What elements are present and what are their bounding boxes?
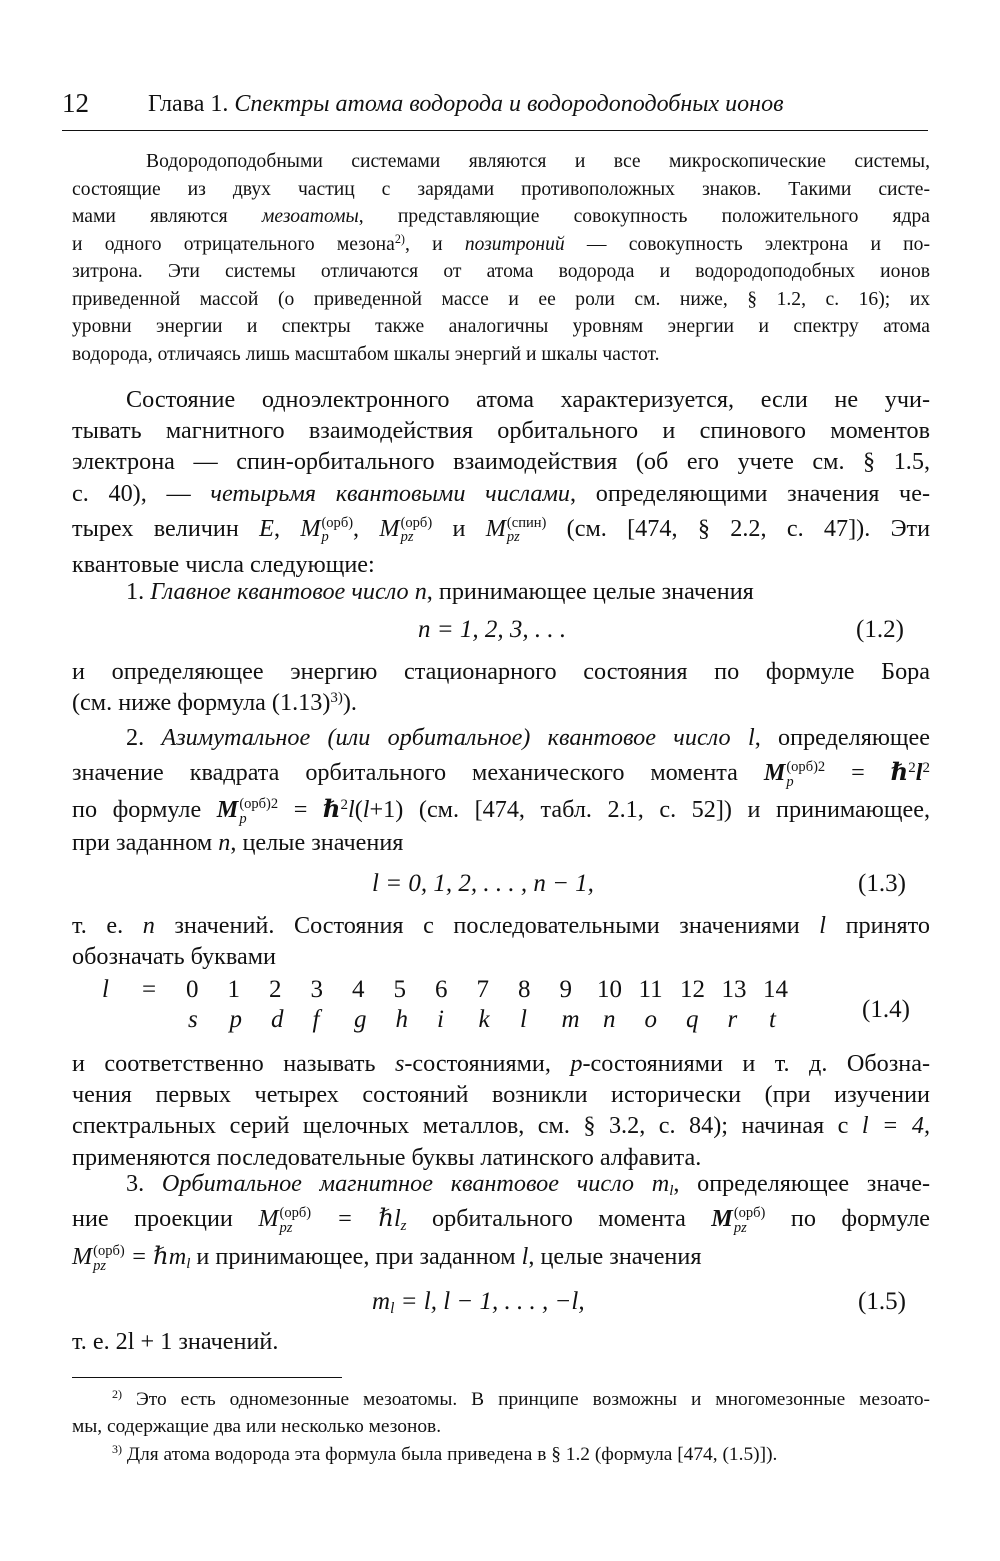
item-1-heading [72, 576, 930, 607]
main-paragraph [72, 384, 930, 580]
table-letter: p [229, 1006, 242, 1033]
table-letter: t [769, 1006, 776, 1033]
item-1-text [72, 656, 930, 718]
table-number: 0 [186, 976, 199, 1003]
text-line: электрона — спин-орбитального взаимодействия (об его учете см. § 1.5, [72, 448, 930, 476]
intro-paragraph [72, 148, 930, 368]
table-letter: g [354, 1006, 367, 1033]
text-line: уровни энергии и спектры также аналогичны уровням энергии и спектру атома [72, 316, 930, 337]
text-line: 1. Главное квантовое число n, принимающее целые значения [126, 578, 754, 605]
table-number: 12 [680, 976, 705, 1003]
running-title: Глава 1. Спектры атома водорода и водородоподобных ионов [148, 91, 784, 117]
table-number: 8 [518, 976, 531, 1003]
equation-number: (1.5) [858, 1288, 906, 1315]
item-3-text [72, 1168, 930, 1275]
text-line: применяются последовательные буквы латинского алфавита. [72, 1143, 702, 1171]
footnote-2 [72, 1386, 930, 1440]
text-line: при заданном n, целые значения [72, 829, 404, 857]
equation-1-2: n = 1, 2, 3, . . . [418, 616, 567, 643]
footnote-rule [72, 1377, 342, 1378]
text-line: 3. Орбитальное магнитное квантовое число $m_l$, определяющее значе- [126, 1170, 931, 1199]
text-line: с. 40), — четырьмя квантовыми числами, определяющими значения че- [72, 479, 931, 507]
page-number: 12 [62, 88, 89, 118]
text-line: 2. Азимутальное (или орбитальное) квантовое число l, определяющее [126, 724, 931, 751]
table-number: 9 [559, 976, 572, 1003]
text-line: тывать магнитного взаимодействия орбитального и спинового моментов [72, 417, 930, 445]
text-line: спектральных серий щелочных металлов, см. § 3.2, с. 84); начиная с l = 4, [72, 1112, 931, 1140]
table-letter: k [478, 1006, 490, 1033]
table-letter: q [686, 1006, 699, 1033]
text-line: зитрона. Эти системы отличаются от атома водорода и водородоподобных ионов [72, 261, 930, 282]
table-number: 10 [597, 976, 622, 1003]
table-letter: i [437, 1006, 444, 1033]
table-letter: s [188, 1006, 198, 1033]
text-line: значение квадрата орбитального механического момента M (орб)2 p = $\hbar^2l^2$ [72, 759, 930, 790]
text-line: $^{3)}$ Для атома водорода эта формула была приведена в § 1.2 (формула [474, (1.5)]). [112, 1442, 778, 1465]
text-line: M (орб) pz = ℏm$_l$ и принимающее, при заданном l, целые значения [72, 1243, 702, 1274]
table-letter: m [561, 1006, 580, 1033]
text-line: состоящие из двух частиц с зарядами противоположных знаков. Такими систе- [72, 178, 930, 200]
table-number: 2 [269, 976, 282, 1003]
text-line: по формуле M (орб)2 p = ℏ$^2$l(l+1) (см. [474, табл. 2.1, с. 52]) и принимающее, [72, 796, 930, 827]
text-line: квантовые числа следующие: [72, 550, 375, 578]
footnote-3 [72, 1441, 930, 1468]
equation-1-3: l = 0, 1, 2, . . . , n − 1, [372, 870, 594, 897]
text-line: приведенной массой (о приведенной массе и ее роли см. ниже, § 1.2, с. 16); их [72, 288, 930, 310]
text-line: водорода, отличаясь лишь масштабом шкалы энергий и шкалы частот. [72, 343, 660, 365]
text-line: и соответственно называть s-состояниями, p-состояниями и т. д. Обозна- [72, 1050, 931, 1077]
item-3-after [72, 1326, 930, 1357]
text-line: тырех величин E, M (орб) p , M (орб) pz и M (спин) pz (см. [474, § 2.2, с. 47]). Эти [72, 514, 931, 546]
equation-number: (1.3) [858, 870, 906, 897]
table-letter: h [395, 1006, 408, 1033]
table-letter: l [520, 1006, 527, 1033]
text-line: мами являются мезоатомы, представляющие совокупность положительного ядра [72, 206, 930, 227]
text-line: и одного отрицательного мезона$^{2)}$, и позитроний — совокупность электрона и по- [72, 231, 930, 255]
table-letter: o [644, 1006, 657, 1033]
table-number: 14 [763, 976, 788, 1003]
item-2-text [72, 722, 930, 858]
table-number: 7 [476, 976, 489, 1003]
text-line: мы, содержащие два или несколько мезонов. [72, 1416, 442, 1437]
header-rule [62, 130, 928, 131]
table-number: 5 [393, 976, 406, 1003]
text-line: Водородоподобными системами являются и все микроскопические системы, [146, 151, 930, 172]
text-line: Состояние одноэлектронного атома характеризуется, если не учи- [126, 386, 930, 413]
equation-1-5: $m_l = l$, l − 1, . . . , −l, [372, 1288, 585, 1317]
after-table-paragraph [72, 1048, 930, 1173]
text-line: обозначать буквами [72, 943, 276, 971]
table-letter: d [271, 1006, 284, 1033]
page-header [62, 88, 928, 132]
table-number: 4 [352, 976, 365, 1003]
table-number: 13 [721, 976, 747, 1003]
table-equals: = [142, 976, 157, 1003]
table-lhs: l [102, 976, 109, 1003]
text-line: ние проекции M (орб) pz = ℏl$_z$ орбитального момента M (орб) pz по формуле [72, 1205, 931, 1236]
table-letter: f [312, 1006, 320, 1033]
table-letter: r [727, 1006, 738, 1033]
text-line: чения первых четырех состояний возникли исторически (при изучении [72, 1081, 930, 1109]
equation-number: (1.2) [856, 616, 904, 643]
item-2-after [72, 910, 930, 972]
table-number: 11 [638, 976, 663, 1003]
equation-number: (1.4) [862, 996, 910, 1023]
text-line: $^{2)}$ Это есть одномезонные мезоатомы. В принципе возможны и многомезонные мезоато- [112, 1387, 930, 1410]
text-line: (см. ниже формула $(1.13)^{3)}$). [72, 689, 357, 717]
table-number: 3 [310, 976, 323, 1003]
table-number: 6 [435, 976, 448, 1003]
table-letter: n [603, 1006, 616, 1033]
text-line: т. е. n значений. Состояния с последовательными значениями l принято [72, 912, 930, 939]
table-number: 1 [227, 976, 240, 1003]
text-line: и определяющее энергию стационарного состояния по формуле Бора [72, 658, 930, 685]
text-line: т. е. 2l + 1 значений. [72, 1328, 279, 1355]
